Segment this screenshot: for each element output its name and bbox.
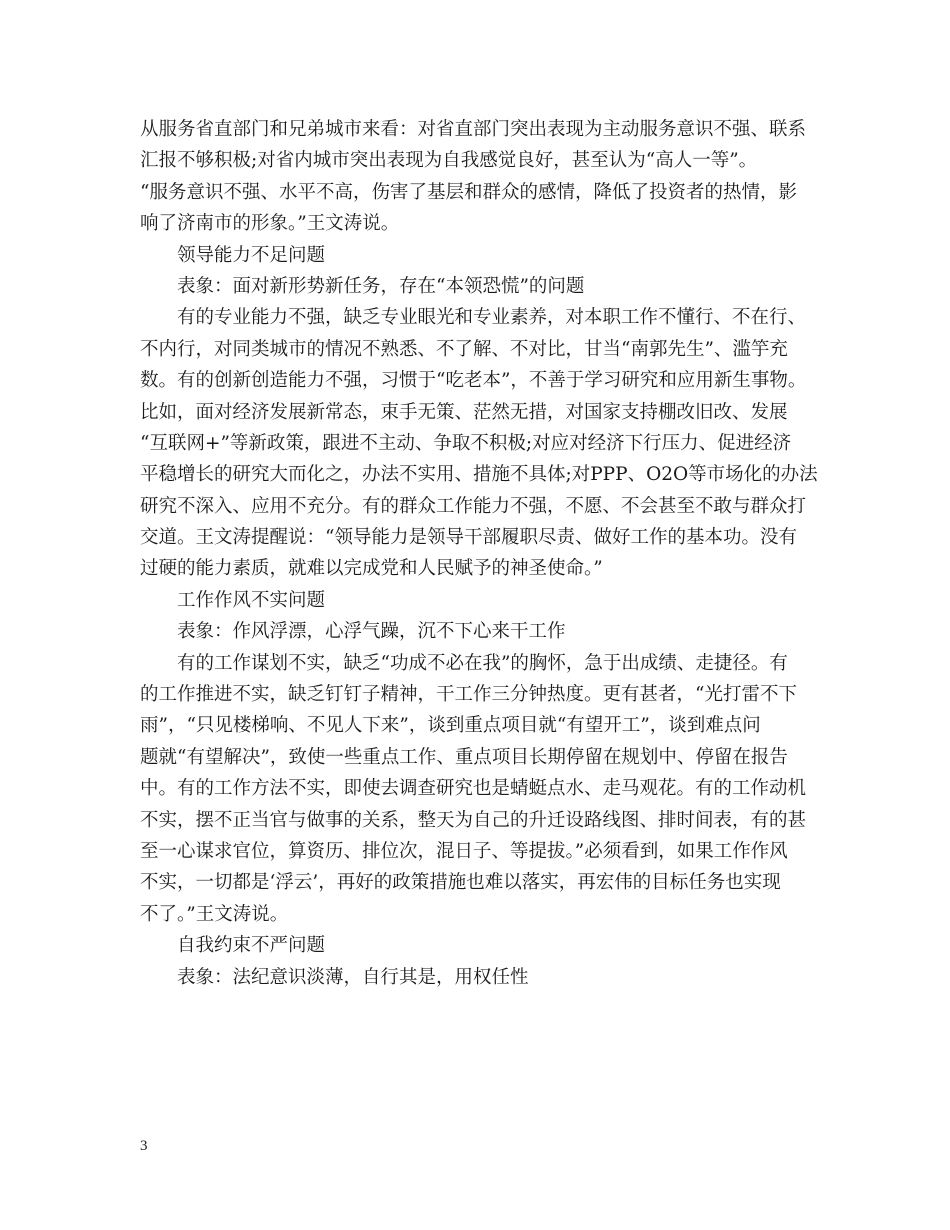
text-line: 不内行，对同类城市的情况不熟悉、不了解、不对比，甘当“南郭先生”、滥竽充 [140, 338, 788, 360]
text-line: 不实，一切都是‘浮云’，再好的政策措施也难以落实，再宏伟的目标任务也实现 [140, 872, 781, 894]
text-line: “互联网+”等新政策，跟进不主动、争取不积极;对应对经济下行压力、促进经济 [140, 432, 792, 454]
text-line: 雨”，“只见楼梯响、不见人下来”，谈到重点项目就“有望开工”，谈到难点问 [140, 715, 761, 737]
text-line: 工作作风不实问题 [177, 589, 326, 611]
text-line: 过硬的能力素质，就难以完成党和人民赋予的神圣使命。” [140, 558, 603, 580]
document-body [140, 114, 820, 993]
text-line: 中。有的工作方法不实，即使去调查研究也是蜻蜓点水、走马观花。有的工作动机 [140, 778, 807, 800]
text-line: 研究不深入、应用不充分。有的群众工作能力不强，不愿、不会甚至不敢与群众打 [140, 495, 807, 517]
page-number: 3 [140, 1138, 148, 1154]
text-line: 比如，面对经济发展新常态，束手无策、茫然无措，对国家支持棚改旧改、发展 [140, 401, 788, 423]
text-line: 从服务省直部门和兄弟城市来看：对省直部门突出表现为主动服务意识不强、联系 [140, 119, 807, 140]
text-line: 响了济南市的形象。”王文涛说。 [140, 213, 400, 235]
text-line: 汇报不够积极;对省内城市突出表现为自我感觉良好，甚至认为“高人一等”。 [140, 150, 758, 172]
text-line: 不了。”王文涛说。 [140, 903, 289, 925]
text-line: 数。有的创新创造能力不强，习惯于“吃老本”，不善于学习研究和应用新生事物。 [140, 370, 807, 392]
text-line: 领导能力不足问题 [177, 244, 326, 266]
text-line: 自我约束不严问题 [177, 935, 326, 957]
text-line: 题就“有望解决”，致使一些重点工作、重点项目长期停留在规划中、停留在报告 [140, 746, 788, 768]
text-line: 不实，摆不正当官与做事的关系，整天为自己的升迁设路线图、排时间表，有的甚 [140, 809, 807, 831]
text-line: 至一心谋求官位，算资历、排位次，混日子、等提拔。”必须看到，如果工作作风 [140, 840, 788, 862]
text-line: 交道。王文涛提醒说：“领导能力是领导干部履职尽责、做好工作的基本功。没有 [140, 527, 797, 549]
text-line: “服务意识不强、水平不高，伤害了基层和群众的感情，降低了投资者的热情，影 [140, 181, 797, 203]
text-line: 表象：面对新形势新任务，存在“本领恐慌”的问题 [177, 275, 585, 297]
text-line: 的工作推进不实，缺乏钉钉子精神，干工作三分钟热度。更有甚者，“光打雷不下 [140, 684, 797, 706]
text-line: 表象：法纪意识淡薄，自行其是，用权任性 [177, 966, 529, 988]
text-line: 有的工作谋划不实，缺乏“功成不必在我”的胸怀，急于出成绩、走捷径。有 [177, 652, 788, 674]
text-line: 表象：作风浮漂，心浮气躁，沉不下心来干工作 [177, 621, 566, 643]
text-line: 平稳增长的研究大而化之，办法不实用、措施不具体;对PPP、O2O等市场化的办法 [140, 464, 818, 486]
text-line: 有的专业能力不强，缺乏专业眼光和专业素养，对本职工作不懂行、不在行、 [177, 307, 807, 329]
